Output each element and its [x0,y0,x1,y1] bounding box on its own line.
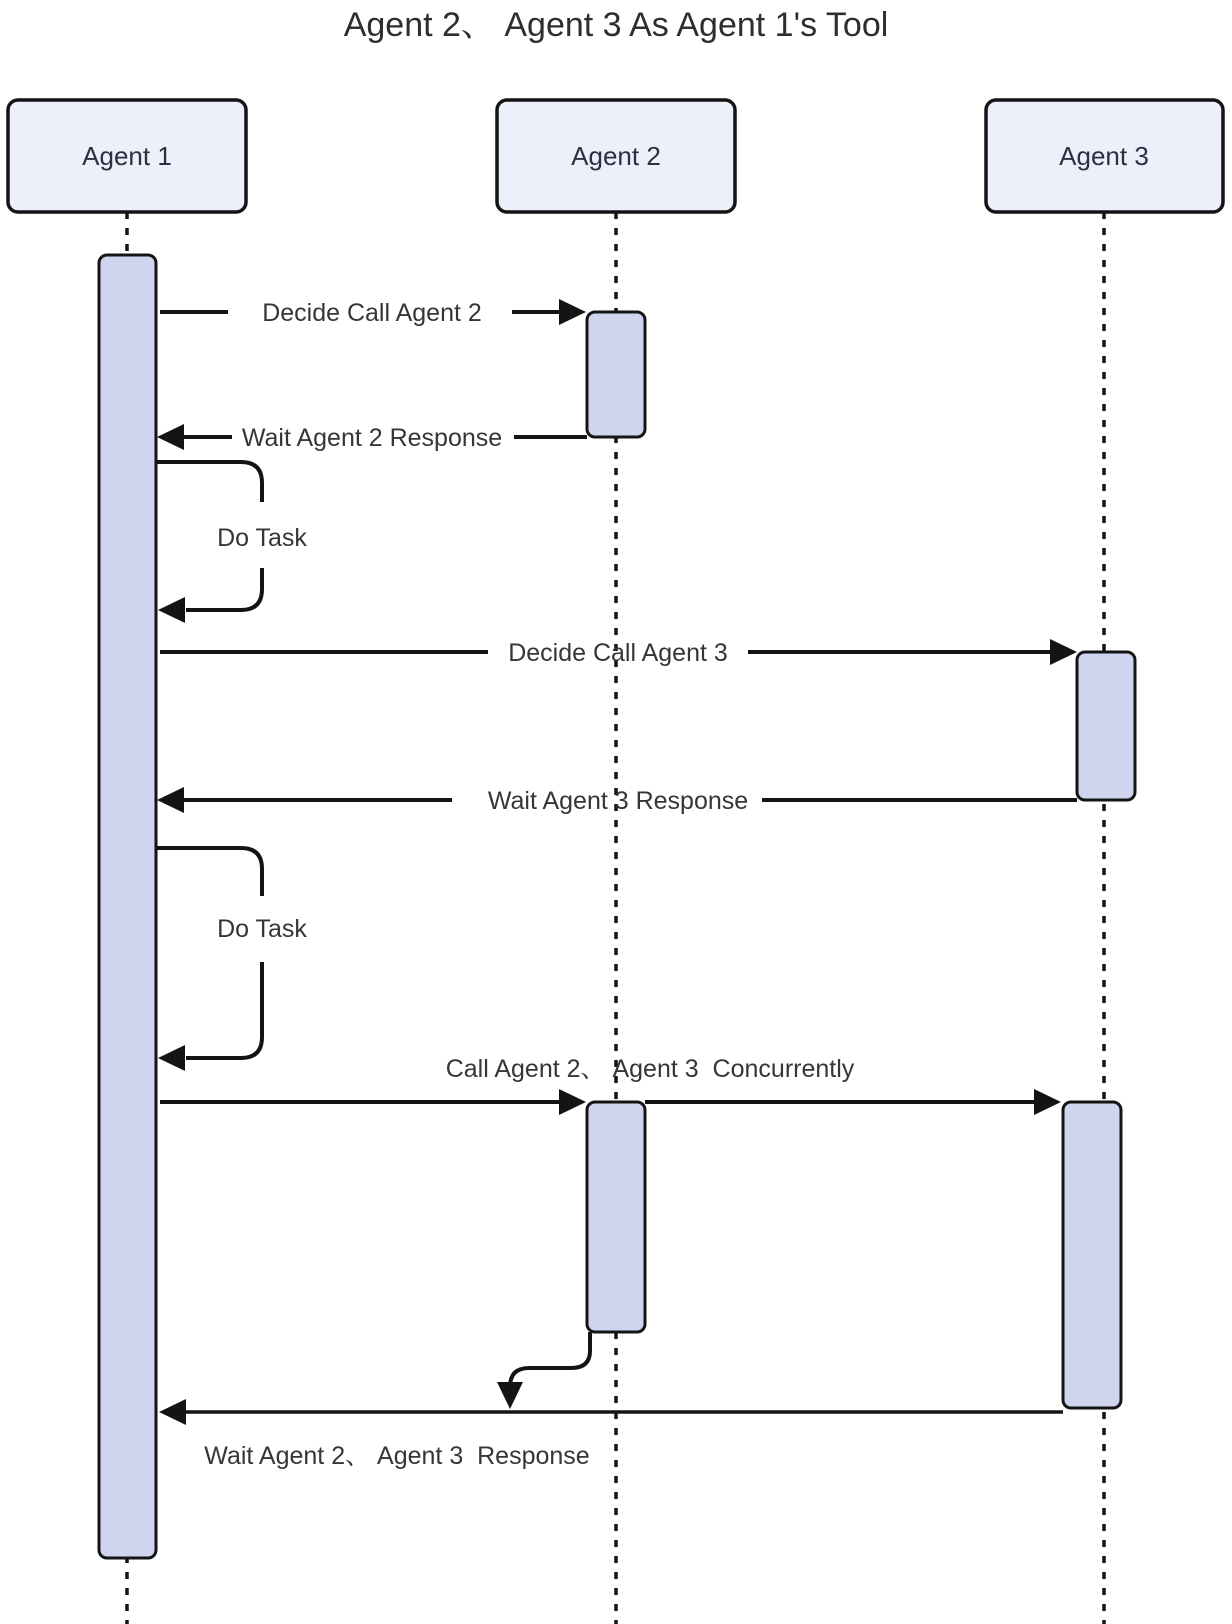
message-label: Call Agent 2、 Agent 3 Concurrently [445,1055,855,1083]
return-curve-path [510,1332,590,1396]
arrow-down-icon [497,1382,523,1409]
message-label: Wait Agent 3 Response [487,787,749,815]
agent2-return-connector [497,1332,590,1409]
message-decide-call-agent3 [160,639,1077,667]
activation-agent2-first [587,312,645,437]
message-wait-agent2-response [157,424,587,452]
actor-agent2 [497,100,735,212]
arrow-right-icon [559,299,586,325]
message-label: Do Task [217,524,307,552]
arrow-right-icon [1050,639,1077,665]
message-decide-call-agent2 [160,299,586,327]
self-loop-path [157,848,262,1058]
actor-label-agent3: Agent 3 [1059,141,1149,171]
actor-label-agent1: Agent 1 [82,141,172,171]
arrow-right-icon [1034,1089,1061,1115]
self-loop-do-task-2 [157,848,307,1071]
actor-label-agent2: Agent 2 [571,141,661,171]
message-wait-both-response [159,1399,1063,1470]
arrow-left-icon [158,1045,185,1071]
message-label: Wait Agent 2 Response [241,424,503,452]
arrow-left-icon [157,424,184,450]
message-label: Decide Call Agent 2 [262,299,482,327]
arrow-left-icon [159,1399,186,1425]
message-label: Wait Agent 2、 Agent 3 Response [204,1442,590,1470]
diagram-title: Agent 2、 Agent 3 As Agent 1's Tool [343,6,889,44]
activation-agent1 [99,255,156,1558]
activation-agent3-second [1063,1102,1121,1408]
activation-agent3-first [1077,652,1135,800]
message-wait-agent3-response [157,787,1077,815]
self-loop-do-task-1 [157,462,307,623]
arrow-left-icon [157,787,184,813]
activation-agent2-second [587,1102,645,1332]
arrow-right-icon [559,1089,586,1115]
message-label: Do Task [217,915,307,943]
arrow-left-icon [158,597,185,623]
actor-agent3 [986,100,1223,212]
message-label: Decide Call Agent 3 [508,639,728,667]
actor-agent1 [8,100,246,212]
